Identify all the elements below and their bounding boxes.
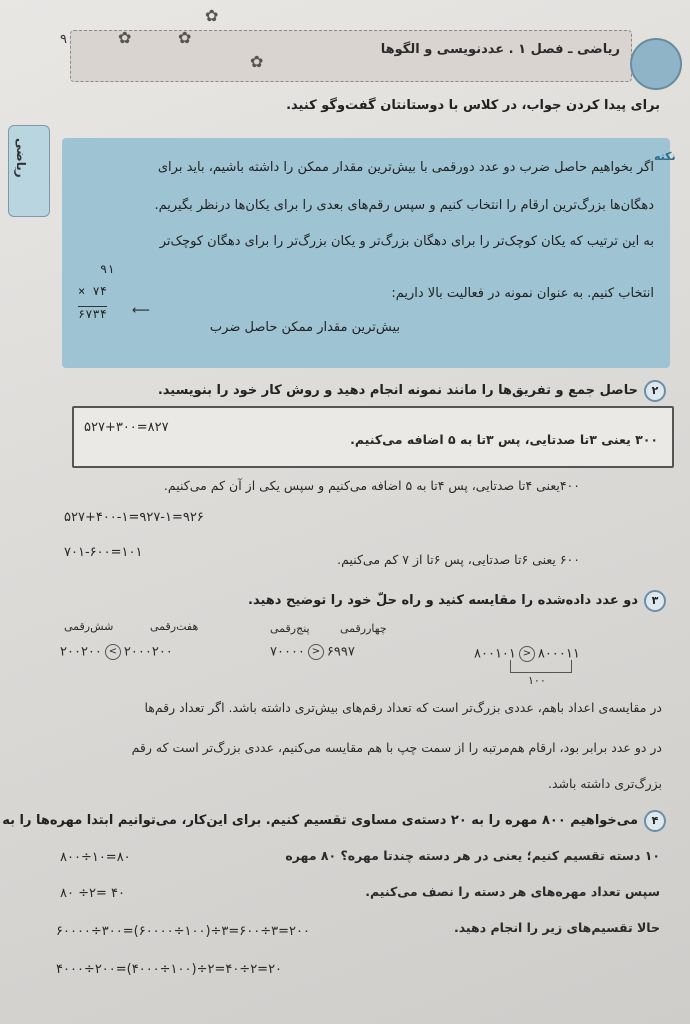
number: ۷۰۰۰۰ <box>270 644 305 660</box>
question-text: ۱۰ دسته تقسیم کنیم؛ یعنی در هر دسته چندتا مهره؟ ۸۰ مهره <box>285 848 660 863</box>
answer-equation: ۵۲۷+۴۰۰-۱=۹۲۷-۱=۹۲۶ <box>64 510 204 525</box>
side-tab-label: ریاضی <box>14 138 28 178</box>
answer-equation: ۴۰۰۰÷۲۰۰=(۴۰۰۰÷۱۰۰)÷۲=۴۰÷۲=۲۰ <box>56 962 283 977</box>
mult-top: ۹۱ <box>100 262 115 276</box>
digit-label: هفت‌رقمی <box>150 620 199 633</box>
flower-icon: ✿ <box>250 52 264 71</box>
number: ۲۰۰۰۲۰۰ <box>123 644 173 660</box>
compare-sign: > <box>308 644 324 660</box>
question-2 <box>158 380 666 402</box>
number: ۸۰۰۰۱۱ <box>537 646 580 662</box>
question-text: حالا تقسیم‌های زیر را انجام دهید. <box>453 920 660 935</box>
note-line: انتخاب کنیم. به عنوان نمونه در فعالیت بالا داریم: <box>391 286 654 301</box>
explanation-line: در دو عدد برابر بود، ارقام هم‌مرتبه را از سمت چپ با هم مقایسه می‌کنیم، عددی بزرگ‌تر است که رقم <box>131 740 662 755</box>
flower-icon: ✿ <box>118 28 132 47</box>
arrow-icon: ⟵ <box>132 302 150 317</box>
explanation-line: در مقایسه‌ی اعداد باهم، عددی بزرگ‌تر است که تعداد رقم‌های بیش‌تری داشته باشد. اگر تعداد رقم‌ها <box>144 700 662 715</box>
question-text: سپس تعداد مهره‌های هر دسته را نصف می‌کنیم. <box>365 884 660 899</box>
flower-icon: ✿ <box>205 6 219 25</box>
number: ۲۰۰۲۰۰ <box>60 644 102 660</box>
comparison-1 <box>60 644 173 660</box>
example-equation: ۵۲۷+۳۰۰=۸۲۷ <box>84 420 169 435</box>
compare-sign: < <box>105 644 121 660</box>
intro-text: برای پیدا کردن جواب، در کلاس با دوستانتان گفت‌وگو کنید. <box>286 98 660 113</box>
question-text: حاصل جمع و تفریق‌ها را مانند نمونه انجام دهید و روش کار خود را بنویسید. <box>157 383 638 398</box>
digit-label: شش‌رقمی <box>64 620 114 633</box>
question-text: می‌خواهیم ۸۰۰ مهره را به ۲۰ دسته‌ی مساوی تقسیم کنیم. برای این‌کار، می‌توانیم ابتدا مهره‌ها را به <box>2 813 638 828</box>
flower-icon: ✿ <box>178 28 192 47</box>
mult-mid: × ۷۴ <box>78 284 107 298</box>
question-number: ۳ <box>644 590 666 612</box>
example-text: ۳۰۰ یعنی ۳تا صدتایی، پس ۳تا به ۵ اضافه می‌کنیم. <box>350 432 658 447</box>
question-3 <box>248 590 666 612</box>
digit-label: چهاررقمی <box>340 622 387 635</box>
question-4 <box>2 810 666 832</box>
answer-equation: ۸۰ ÷۲= ۴۰ <box>60 886 125 901</box>
chapter-title: ریاضی ـ فصل ۱ . عددنویسی و الگوها <box>380 42 620 57</box>
side-tab <box>8 125 50 217</box>
comparison-2 <box>270 644 355 660</box>
number: ۶۹۹۷ <box>326 644 355 660</box>
arrow-label: بیش‌ترین مقدار ممکن حاصل ضرب <box>209 320 400 335</box>
note-line: دهگان‌ها بزرگ‌ترین ارقام را انتخاب کنیم و سپس رقم‌های بعدی را برای یکان‌ها درنظر بگیریم. <box>154 198 654 213</box>
chapter-badge-icon <box>630 38 682 90</box>
note-label: نکته <box>654 150 676 163</box>
note-line: به این ترتیب که یکان کوچک‌تر را برای دهگان بزرگ‌تر و یکان بزرگ‌تر را برای دهگان کوچک‌تر <box>159 234 654 249</box>
answer-line: ۶۰۰ یعنی ۶تا صدتایی، پس ۶تا از ۷ کم می‌کنیم. <box>337 552 580 567</box>
answer-equation: ۸۰۰÷۱۰=۸۰ <box>60 850 131 865</box>
note-line: اگر بخواهیم حاصل ضرب دو عدد دورقمی با بیش‌ترین مقدار ممکن را داشته باشیم، باید برای <box>157 160 654 175</box>
compare-sign: > <box>519 646 535 662</box>
explanation-line: بزرگ‌تری داشته باشد. <box>548 776 662 791</box>
mult-result: ۶۷۳۴ <box>78 307 107 321</box>
digit-label: پنج‌رقمی <box>270 622 310 635</box>
bracket-label: ۱۰۰ <box>528 674 546 687</box>
page-number: ۹ <box>60 32 67 47</box>
number: ۸۰۰۱۰۱ <box>474 646 516 662</box>
answer-equation: ۷۰۱-۶۰۰=۱۰۱ <box>64 545 143 560</box>
answer-line: ۴۰۰یعنی ۴تا صدتایی، پس ۴تا به ۵ اضافه می‌کنیم و سپس یکی از آن کم می‌کنیم. <box>163 478 580 493</box>
question-text: دو عدد داده‌شده را مقایسه کنید و راه حلّ خود را توضیح دهید. <box>248 593 638 608</box>
question-number: ۴ <box>644 810 666 832</box>
answer-equation: ۶۰۰۰۰÷۳۰۰=(۶۰۰۰۰÷۱۰۰)÷۳=۶۰۰÷۳=۲۰۰ <box>56 924 310 939</box>
bracket-mark <box>510 660 572 673</box>
question-number: ۲ <box>644 380 666 402</box>
